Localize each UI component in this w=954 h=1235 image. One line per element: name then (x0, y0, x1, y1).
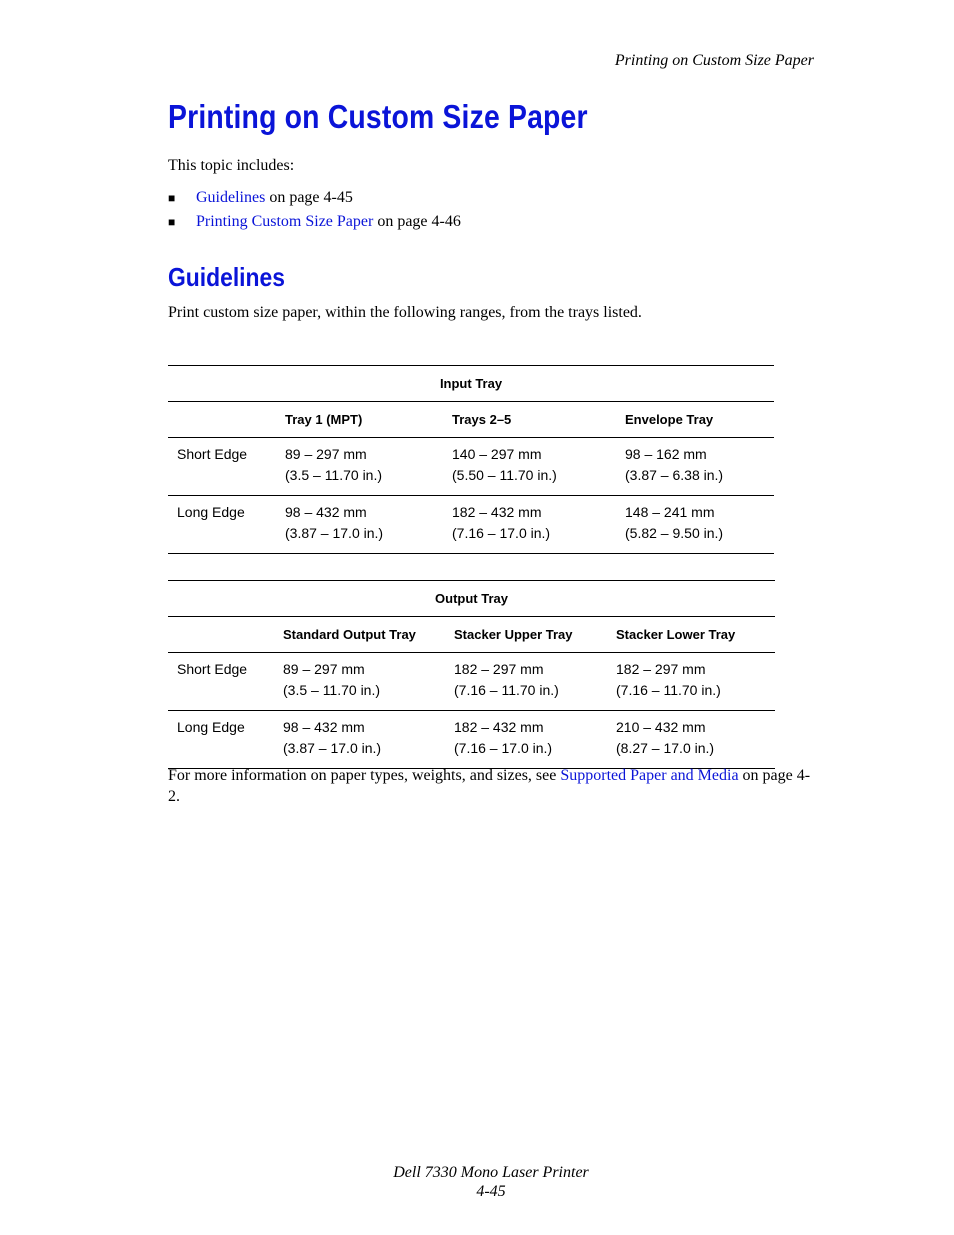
column-header: Tray 1 (MPT) (276, 402, 449, 438)
table-cell: 210 – 432 mm (8.27 – 17.0 in.) (616, 711, 775, 769)
square-bullet-icon: ■ (168, 191, 176, 205)
list-item (168, 212, 461, 236)
row-label: Long Edge (168, 496, 276, 554)
section-text: Print custom size paper, within the following ranges, from the trays listed. (168, 304, 642, 321)
table-row (168, 438, 774, 496)
column-header: Stacker Lower Tray (616, 617, 775, 653)
table-cell: 182 – 432 mm (7.16 – 17.0 in.) (447, 711, 616, 769)
table-row (168, 653, 775, 711)
page-number: 4-45 (476, 1183, 506, 1200)
column-header (168, 617, 276, 653)
page-reference: on page 4-46 (373, 213, 461, 230)
table-cell: 89 – 297 mm (3.5 – 11.70 in.) (276, 653, 447, 711)
table-cell: 89 – 297 mm (3.5 – 11.70 in.) (276, 438, 449, 496)
table-cell: 98 – 162 mm (3.87 – 6.38 in.) (625, 438, 774, 496)
running-header: Printing on Custom Size Paper (614, 52, 814, 69)
table-row (168, 496, 774, 554)
row-label: Long Edge (168, 711, 276, 769)
table-cell: 98 – 432 mm (3.87 – 17.0 in.) (276, 496, 449, 554)
page-title: Printing on Custom Size Paper (168, 98, 588, 135)
column-header: Standard Output Tray (276, 617, 447, 653)
row-label: Short Edge (168, 653, 276, 711)
column-header: Envelope Tray (625, 402, 774, 438)
list-item (168, 188, 461, 212)
guidelines-link[interactable]: Guidelines (196, 189, 266, 206)
row-label: Short Edge (168, 438, 276, 496)
input-tray-table (168, 365, 774, 554)
table-cell: 148 – 241 mm (5.82 – 9.50 in.) (625, 496, 774, 554)
table-cell: 140 – 297 mm (5.50 – 11.70 in.) (449, 438, 625, 496)
column-header: Stacker Upper Tray (447, 617, 616, 653)
table-cell: 182 – 432 mm (7.16 – 17.0 in.) (449, 496, 625, 554)
table-cell: 98 – 432 mm (3.87 – 17.0 in.) (276, 711, 447, 769)
printing-custom-size-paper-link[interactable]: Printing Custom Size Paper (196, 213, 374, 230)
section-title: Guidelines (168, 262, 285, 292)
page-reference: on page 4-45 (265, 189, 353, 206)
product-name: Dell 7330 Mono Laser Printer (393, 1164, 589, 1181)
table-caption: Input Tray (168, 366, 774, 402)
column-header (168, 402, 276, 438)
intro-text: This topic includes: (168, 157, 295, 174)
square-bullet-icon: ■ (168, 215, 176, 229)
column-header: Trays 2–5 (449, 402, 625, 438)
table-caption: Output Tray (168, 581, 775, 617)
table-row (168, 711, 775, 769)
table-cell: 182 – 297 mm (7.16 – 11.70 in.) (447, 653, 616, 711)
more-info-paragraph: For more information on paper types, weights, and sizes, see Supported Paper and Media on page 4-2. (168, 767, 811, 805)
topic-list (168, 188, 461, 236)
output-tray-table (168, 580, 775, 769)
page-footer (0, 1163, 954, 1201)
table-cell: 182 – 297 mm (7.16 – 11.70 in.) (616, 653, 775, 711)
supported-paper-and-media-link[interactable]: Supported Paper and Media (560, 767, 739, 784)
